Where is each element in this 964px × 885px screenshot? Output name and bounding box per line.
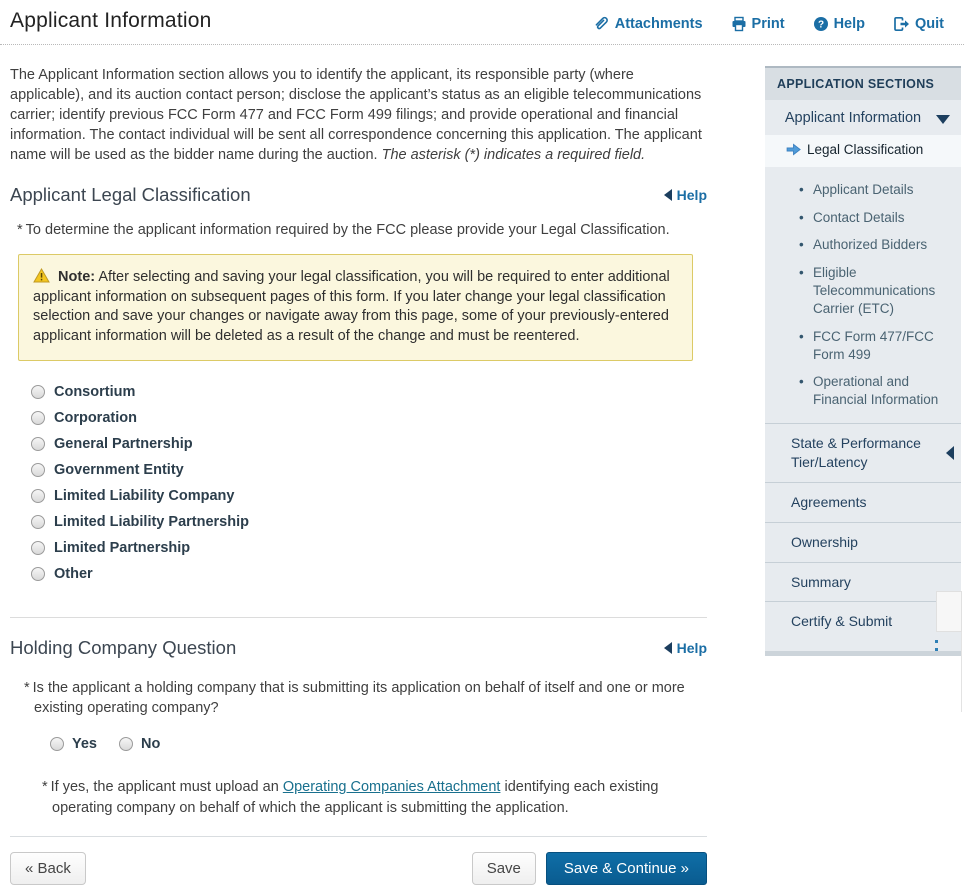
radio-option-government-entity[interactable]: Government Entity — [31, 457, 707, 483]
radio-option-other[interactable]: Other — [31, 561, 707, 587]
legal-classification-heading: Applicant Legal Classification — [10, 184, 251, 205]
radio-option-no[interactable]: No — [119, 736, 160, 752]
radio-button[interactable] — [31, 567, 45, 581]
radio-option-llp[interactable]: Limited Liability Partnership — [31, 509, 707, 535]
section-divider — [10, 617, 707, 618]
sidebar-group-ownership[interactable]: Ownership — [765, 522, 961, 562]
page-title: Applicant Information — [10, 9, 212, 32]
bullet-icon: • — [799, 374, 804, 390]
quit-button[interactable]: Quit — [893, 15, 944, 32]
save-continue-button[interactable]: Save & Continue » — [546, 852, 707, 885]
help-arrow-icon — [664, 189, 672, 201]
footer-buttons — [10, 852, 707, 885]
sidebar-heading: APPLICATION SECTIONS — [765, 66, 961, 100]
widget-dot-icon — [935, 640, 938, 643]
legal-help-link[interactable]: Help — [664, 187, 707, 203]
radio-button[interactable] — [50, 737, 64, 751]
radio-button[interactable] — [31, 489, 45, 503]
bullet-icon: • — [799, 265, 804, 281]
radio-option-consortium[interactable]: Consortium — [31, 379, 707, 405]
svg-text:?: ? — [817, 19, 824, 30]
radio-button[interactable] — [31, 541, 45, 555]
widget-dot-icon — [935, 648, 938, 651]
save-button[interactable]: Save — [472, 852, 536, 885]
footer-divider — [10, 836, 707, 837]
sidebar-item-operational-financial[interactable]: • Operational and Financial Information — [799, 374, 939, 408]
help-arrow-icon — [664, 642, 672, 654]
radio-option-limited-partnership[interactable]: Limited Partnership — [31, 535, 707, 561]
chevron-down-icon — [936, 115, 950, 124]
sidebar-item-etc[interactable]: • Eligible Telecommunications Carrier (ETC) — [799, 265, 936, 316]
sidebar-item-applicant-details[interactable]: • Applicant Details — [799, 181, 914, 197]
sidebar-group-certify-submit[interactable]: Certify & Submit — [765, 601, 961, 641]
holding-help-link[interactable]: Help — [664, 640, 707, 656]
chevron-left-icon — [946, 446, 954, 460]
radio-button[interactable] — [31, 437, 45, 451]
back-button[interactable]: « Back — [10, 852, 86, 885]
sign-out-icon — [893, 16, 910, 32]
radio-button[interactable] — [31, 385, 45, 399]
legal-classification-options — [31, 379, 707, 587]
radio-button[interactable] — [119, 737, 133, 751]
sidebar-footer — [765, 641, 961, 656]
required-field-note: The asterisk (*) indicates a required field. — [381, 147, 646, 163]
current-page-arrow-icon — [786, 141, 801, 161]
sidebar-group-summary[interactable]: Summary — [765, 562, 961, 602]
legal-instruction: * To determine the applicant information required by the FCC please provide your Legal Classification. — [17, 222, 670, 238]
help-button[interactable]: ? Help — [813, 15, 865, 32]
print-button[interactable]: Print — [731, 15, 785, 32]
holding-company-heading: Holding Company Question — [10, 636, 237, 658]
holding-company-question: * Is the applicant a holding company that is submitting its application on behalf of itself and one or more existing operating company? — [24, 679, 685, 717]
radio-option-llc[interactable]: Limited Liability Company — [31, 483, 707, 509]
sidebar-group-applicant-information[interactable]: Applicant Information — [765, 100, 961, 135]
operating-companies-note: * If yes, the applicant must upload an Operating Companies Attachment identifying each existing operating company on behalf of which the applicant is submitting the application. — [42, 779, 659, 816]
operating-companies-attachment-link[interactable]: Operating Companies Attachment — [282, 779, 501, 796]
scrollbar-thumb[interactable] — [936, 591, 962, 632]
sidebar-group-agreements[interactable]: Agreements — [765, 482, 961, 522]
radio-option-corporation[interactable]: Corporation — [31, 405, 707, 431]
sidebar-item-fcc-forms[interactable]: • FCC Form 477/FCC Form 499 — [799, 328, 934, 362]
holding-company-answer — [50, 736, 707, 752]
paperclip-icon — [593, 15, 610, 32]
radio-button[interactable] — [31, 463, 45, 477]
question-circle-icon — [813, 16, 829, 32]
intro-paragraph: The Applicant Information section allows you to identify the applicant, its responsible party (where applicable), and its auction contact person; disclose the applicant’s status as an eligible telecommunications carrier; identify previous FCC Form 477 and FCC Form 499 filings; and provide operational and financial information. The contact individual will be sent all correspondence concerning this application. The applicant name will be used as the bidder name during the auction. The asterisk (*) indicates a required field. — [10, 67, 702, 163]
sidebar-item-authorized-bidders[interactable]: • Authorized Bidders — [799, 237, 928, 253]
radio-button[interactable] — [31, 411, 45, 425]
radio-option-general-partnership[interactable]: General Partnership — [31, 431, 707, 457]
sidebar-item-legal-classification[interactable]: Legal Classification — [765, 135, 961, 167]
printer-icon — [731, 16, 747, 32]
bullet-icon: • — [799, 328, 804, 344]
main-content — [0, 45, 717, 885]
sidebar-group-state-performance[interactable]: State & Performance Tier/Latency — [765, 423, 961, 482]
radio-option-yes[interactable]: Yes — [50, 736, 97, 752]
bullet-icon: • — [799, 209, 804, 225]
page-header — [0, 0, 964, 45]
attachments-button[interactable]: Attachments — [593, 15, 703, 32]
bullet-icon: • — [799, 181, 804, 197]
warning-icon — [33, 269, 54, 285]
sidebar-item-contact-details[interactable]: • Contact Details — [799, 209, 905, 225]
radio-button[interactable] — [31, 515, 45, 529]
legal-note-box: Note: After selecting and saving your legal classification, you will be required to enter additional applicant information on subsequent pages of this form. If you later change your legal classification selection and save your changes or navigate away from this page, some of your previously-entered applicant information will be deleted as a result of the change and must be reentered. — [18, 254, 693, 361]
bullet-icon: • — [799, 237, 804, 253]
toolbar — [593, 15, 944, 32]
application-sections-sidebar — [765, 66, 961, 656]
